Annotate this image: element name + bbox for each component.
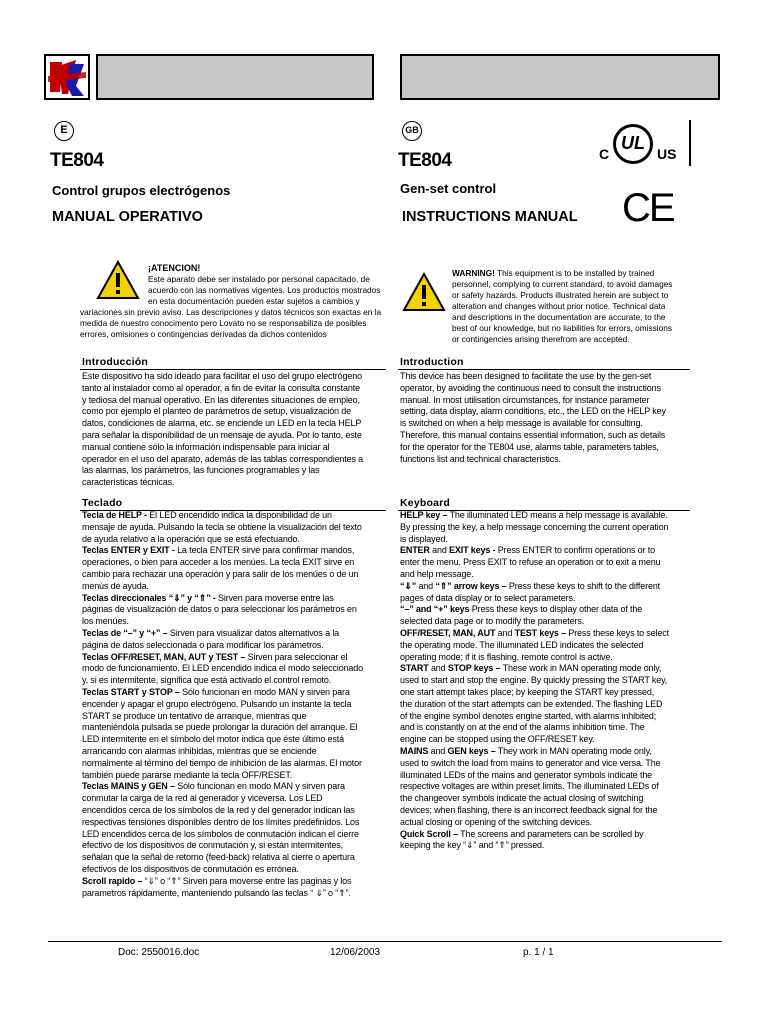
- subtitle-en: Gen-set control: [400, 181, 497, 196]
- warning-triangle-icon-en: [402, 272, 446, 317]
- lovato-logo-icon: [46, 56, 88, 98]
- warning-en-l5: and descriptions in the documentation are accurate, to the: [452, 312, 666, 322]
- warning-es-l4: variaciones sin previo aviso. Las descripciones y datos técnicos son exactas en la: [80, 307, 382, 317]
- warning-title-es: ¡ATENCION!: [148, 263, 201, 273]
- manual-title-es: MANUAL OPERATIVO: [52, 209, 203, 225]
- intro-body-en: This device has been designed to facilitate the use by the gen-set operator, by avoiding the continuous need to consult the instructions manual. In most utilisation circumstances, for instance parameter setting, data display, alarm conditions, etc., the LED on the HELP key is switched on when a help message is available for consulting. Therefore, this manual contains essential information, such as details for the operator for the TE804 use, alarms table, parameters tables, functions list and technical characteristics.: [400, 371, 666, 464]
- footer-doc: Doc: 2550016.doc: [118, 947, 200, 958]
- warning-en-l3: or safety hazards. Products illustrated herein are subject to: [452, 290, 669, 300]
- footer-page: p. 1 / 1: [523, 947, 554, 958]
- warning-en-l6: best of our knowledge, but no liabilities for errors, omissions: [452, 323, 672, 333]
- keys-heading-en: Keyboard: [400, 497, 451, 509]
- keys-body-es: Tecla de HELP - El LED encendido indica la disponibilidad de un mensaje de ayuda. Pulsando la tecla se obtiene la visualización del texto de ayuda relativo a la operación que se está efectuando. Teclas ENTER y EXIT - La tecla ENTER sirve para confirmar mandos, operaciones, o bien para acceder a los menúes. La tecla EXIT sirve en cambio para rechazar una operación y para salir de los menúes o de un menús de ayuda. Teclas direccionales “⇓” y “⇑” - Sirven para moverse entre las páginas de visualización de datos o para seleccionar los parámetros en los menúes. Teclas de “–” y “+” – Sirven para visualizar datos alternativos a la página de datos seleccionada o para modificar los parámetros. Teclas OFF/RESET, MAN, AUT y TEST – Sirven para seleccionar el modo de funcionamiento. El LED encendido indica el modo seleccionado y, si es intermitente, significa que está activado el control remoto. Teclas START y STOP – Sólo funcionan en modo MAN y sirven para encender y apagar el grupo electrógeno. Pulsando un instante la tecla START se produce un tentativo de arranque, mientras que manteniéndola pulsada se puede prolongar la duración del arranque. El LED intermitente en el símbolo del motor indica que éste último está arrancando con alarmas inhibidas, mientras que se enciende normalmente al término del tiempo de inhibición de las alarmas. El motor también puede pararse mediante la tecla OFF/RESET. Teclas MAINS y GEN – Sólo funcionan en modo MAN y sirven para conmutar la carga de la red al generador y viceversa. Los LED encendidos cerca de los símbolos de la red y del generador indican las respectivas tensiones disponibles dentro de los límites predefinidos. Los LED encendidos cerca de los símbolos de conmutación indican el cierre efectivo de los dispositivos de conmutación y, si están intermitentes, señalan que la señal de retorno (feed-back) relativa al cierre o apertura efectivos de los dispositivos de conmutación es errónea. Scroll rapido – “⇓” o “⇑” Sirven para moverse entre las paginas y los parametros rápidamente, manteniendo pulsando las teclas “ ⇓” o “⇑”.: [82, 510, 363, 898]
- header-box-left: [96, 54, 374, 100]
- warning-en-l2: personnel, complying to current standard, to avoid damages: [452, 279, 673, 289]
- model-title-es: TE804: [50, 150, 104, 171]
- ul-circle-icon: UL: [613, 124, 653, 164]
- ce-mark-icon: CE: [622, 186, 674, 230]
- intro-divider-en: [398, 369, 690, 370]
- manual-title-en: INSTRUCTIONS MANUAL: [402, 209, 578, 225]
- warning-es-l3: en esta documentación pueden estar sujetos a cambios y: [148, 296, 360, 306]
- footer-divider: [48, 941, 722, 942]
- footer-date: 12/06/2003: [330, 947, 381, 958]
- lang-badge-gb: GB: [402, 121, 422, 141]
- keys-heading-es: Teclado: [82, 497, 123, 509]
- warning-es-l5: medida de nuestro conocimento pero Lovato no se responsabiliza de posibles: [80, 318, 367, 328]
- warning-title-en: WARNING!: [452, 268, 495, 278]
- warning-es-l6: errores, omisiones o contingencias derivadas da dichos contenidos: [80, 329, 327, 339]
- warning-en-l7: or contingencies arising therefrom are accepted.: [452, 334, 630, 344]
- intro-body-es: Este dispositivo ha sido ideado para facilitar el uso del grupo electrógeno tanto al instalador como al operador, a fin de evitar la consulta constante y tediosa del manual operativo. En las diferentes situaciones de empleo, como por ejemplo el planteo de parámetros de setup, visualización de datos, condiciones de alarma, etc. se enciende un LED en la tecla HELP para señalar la disponibilidad de un mensaje de ayuda. Por lo tanto, este manual contiene sólo la información indispensable para iniciar al operador en el uso del aparato, además de las tablas correspondientes a las alarmas, los parámetros, las funciones programables y las características técnicas.: [82, 371, 364, 488]
- ul-us-label: US: [657, 146, 677, 162]
- header-box-right: [400, 54, 720, 100]
- subtitle-es: Control grupos electrógenos: [52, 183, 231, 198]
- keys-body-en: HELP key – The illuminated LED means a help message is available. By pressing the key, a help message concerning the current operation is displayed. ENTER and EXIT keys - Press ENTER to confirm operations or to enter the menu. Press EXIT to refuse an operation or to exit a menu and help message. “⇓” and “⇑” arrow keys – Press these keys to shift to the different pages of data display or to select parameters. “–” and “+” keys Press these keys to display other data of the selected data page or to modify the parameters. OFF/RESET, MAN, AUT and TEST keys – Press these keys to select the operating mode. The illuminated LED indicates the selected operating mode; if it is flashing, remote control is active. START and STOP keys – These work in MAN operating mode only, used to start and stop the engine. By quickly pressing the START key, one start attempt takes place; by keeping the START key pressed, the duration of the start attempts can be extended. The flashing LED of the engine symbol denotes engine started, with alarms inhibited; and is constantly on at the end of the alarms inhibition time. The engine can be stopped using the OFF/RESET key. MAINS and GEN keys – They work in MAN operating mode only, used to switch the load from mains to generator and vice versa. The illuminated LEDs of the mains and generator symbols indicate the respective voltages are within preset limits. The illuminated LEDs of the changeover symbols indicate the actual closing of switching devices; when flashing, there is an incorrect feedback signal for the actual closing or opening of the switching devices. Quick Scroll – The screens and parameters can be scrolled by keeping the key “⇓” and “⇑” pressed.: [400, 510, 669, 851]
- lang-badge-es: E: [54, 121, 74, 141]
- warning-en-l1: WARNING! This equipment is to be installed by trained: [452, 268, 655, 278]
- ul-divider: [689, 120, 691, 166]
- cul-us-mark: [599, 120, 694, 168]
- model-title-en: TE804: [398, 150, 452, 171]
- warning-es-l2: acuerdo con las normativas vigentes. Los productos mostrados: [148, 285, 381, 295]
- intro-divider-es: [80, 369, 386, 370]
- warning-triangle-icon-es: [96, 260, 140, 305]
- ul-c-label: C: [599, 146, 610, 162]
- warning-es-l1: Este aparato debe ser instalado por personal capacitado, de: [148, 274, 370, 284]
- intro-heading-en: Introduction: [400, 356, 464, 368]
- warning-en-l4: alteration and changes without prior notice. Technical data: [452, 301, 666, 311]
- intro-heading-es: Introducción: [82, 356, 148, 368]
- lovato-logo: [44, 54, 90, 100]
